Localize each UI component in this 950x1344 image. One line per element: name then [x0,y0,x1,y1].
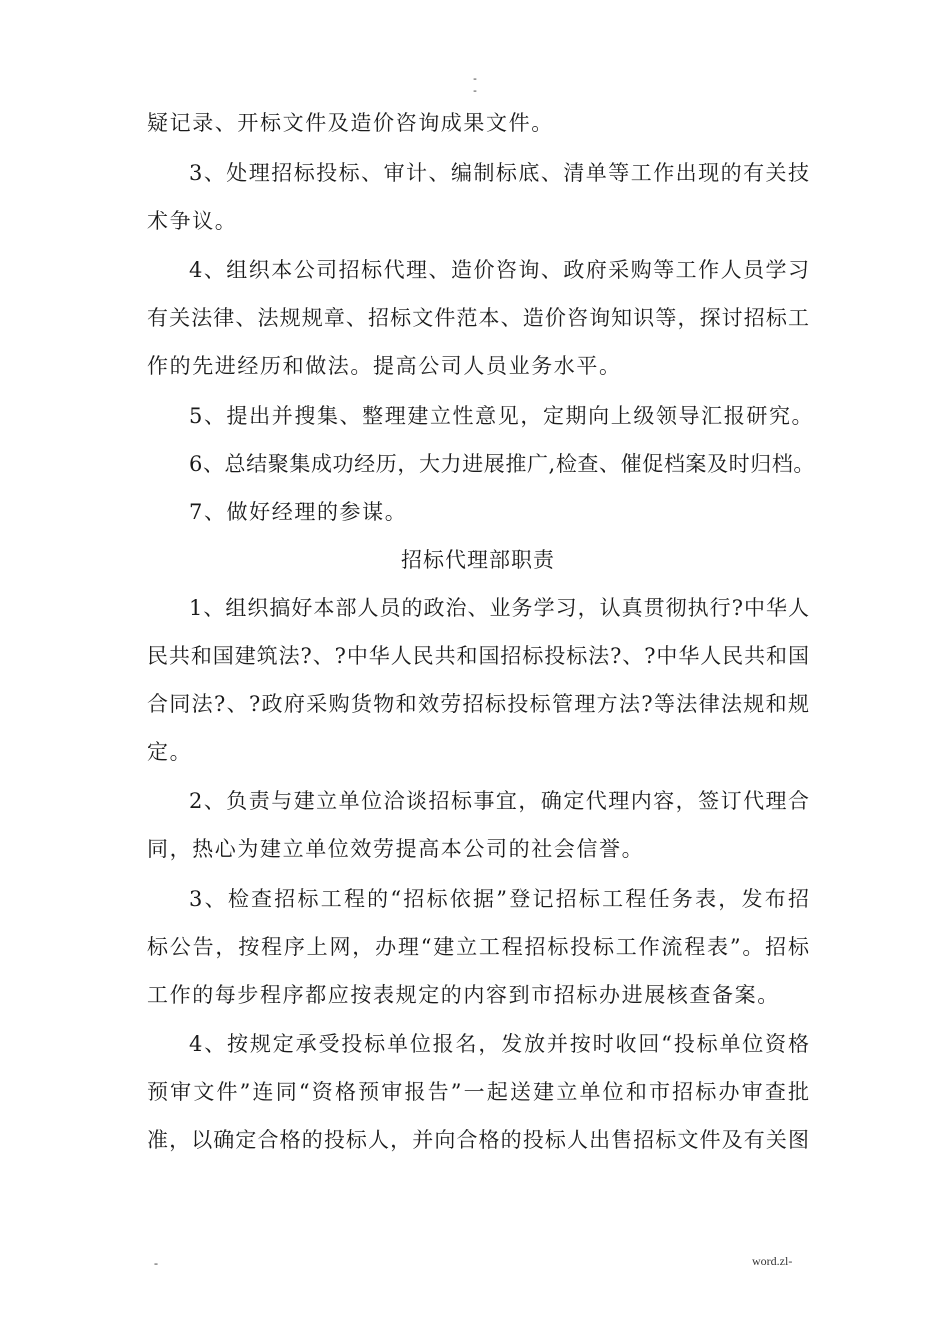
text-line: 3、处理招标投标、审计、编制标底、清单等工作出现的有关技 [189,160,809,185]
footer-left-mark: - [154,1256,158,1270]
document-body [147,108,816,1155]
text-line: 作的先进经历和做法。提高公司人员业务水平。 [147,354,622,378]
text-line: 有关法律、法规规章、招标文件范本、造价咨询知识等，探讨招标工 [147,306,809,330]
text-line: 术争议。 [147,208,238,233]
text-line: 工作的每步程序都应按表规定的内容到市招标办进展核查备案。 [147,982,780,1007]
text-line: 同，热心为建立单位效劳提高本公司的社会信誉。 [147,837,645,861]
footer-right-text: word.zl- [752,1254,793,1268]
text-line: 疑记录、开标文件及造价咨询成果文件。 [147,111,554,135]
text-line: 定。 [147,739,193,764]
text-line: 1、组织搞好本部人员的政治、业务学习，认真贯彻执行?中华人 [189,595,809,620]
text-line: 准，以确定合格的投标人，并向合格的投标人出售招标文件及有关图 [147,1128,809,1152]
text-line: 3、检查招标工程的“招标依据”登记招标工程任务表，发布招 [189,886,809,911]
text-line: 预审文件”连同“资格预审报告”一起送建立单位和市招标办审查批 [147,1080,809,1104]
header-mark-top: - [473,72,477,85]
section-heading: 招标代理部职责 [401,547,555,572]
text-line: 6、总结聚集成功经历，大力进展推广,检查、催促档案及时归档。 [189,451,816,476]
text-line: 标公告，按程序上网，办理“建立工程招标投标工作流程表”。招标 [147,934,809,959]
text-line: 4、按规定承受投标单位报名，发放并按时收回“投标单位资格 [189,1032,809,1056]
header-mark-bottom: - [473,84,477,97]
text-line: 5、提出并搜集、整理建立性意见，定期向上级领导汇报研究。 [189,403,815,428]
text-line: 2、负责与建立单位洽谈招标事宜，确定代理内容，签订代理合 [189,789,809,813]
text-line: 7、做好经理的参谋。 [189,499,408,524]
text-line: 合同法?、?政府采购货物和效劳招标投标管理方法?等法律法规和规 [147,691,809,716]
text-line: 4、组织本公司招标代理、造价咨询、政府采购等工作人员学习 [189,258,809,282]
text-line: 民共和国建筑法?、?中华人民共和国招标投标法?、?中华人民共和国 [147,643,809,668]
